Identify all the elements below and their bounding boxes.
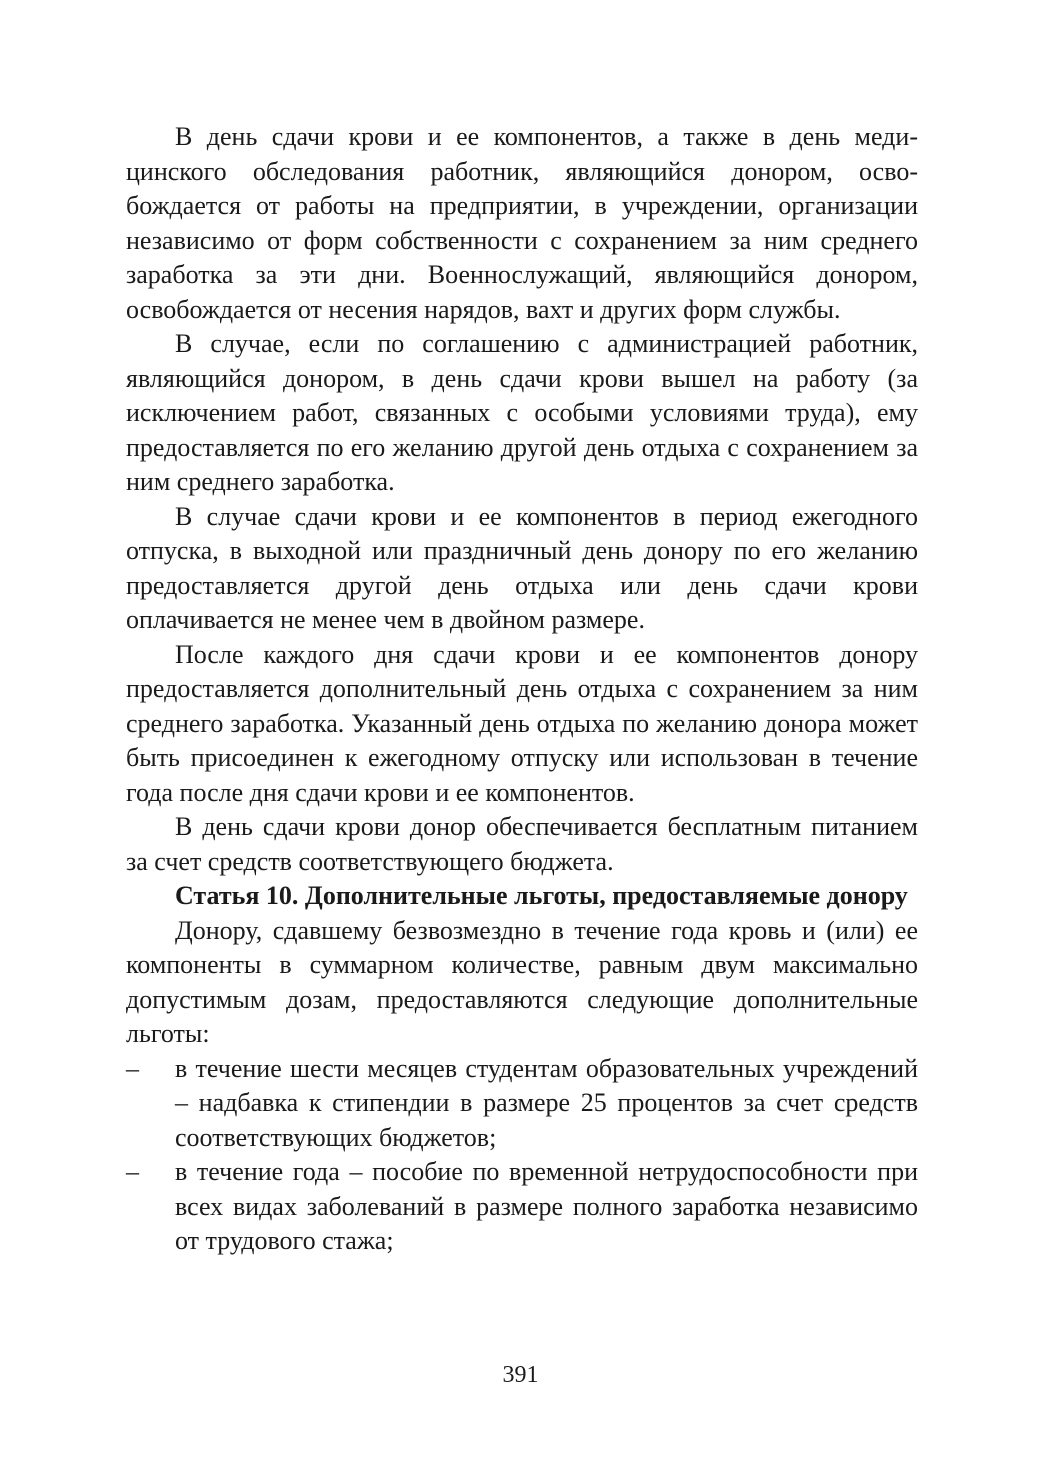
list-item bbox=[126, 1155, 918, 1259]
list-dash: – bbox=[126, 1053, 139, 1083]
list-item-text: в течение года – пособие по временной нетрудоспособности при всех видах заболеваний в размере полного заработка независимо от трудового стажа; bbox=[175, 1157, 918, 1255]
article-heading: Статья 10. Дополнительные льготы, предоставляемые донору bbox=[175, 881, 908, 910]
list-dash: – bbox=[126, 1157, 139, 1186]
page-number: 391 bbox=[502, 1362, 539, 1388]
paragraph-donation-day-leave: В день сдачи крови и ее компонентов, а также в день медицинского обследования работник, являющийся донором, освобождается от работы на предприятии, в учреждении, организации независимо от форм собственности с сохранением за ним среднего заработка за эти дни. Военнослужащий, являющийся донором, освобождается от несения нарядов, вахт и других форм службы. bbox=[126, 122, 918, 324]
paragraph-free-meal: В день сдачи крови донор обеспечивается бесплатным питанием за счет средств соответствующего бюджета. bbox=[126, 812, 918, 876]
paragraph-vacation-donation: В случае сдачи крови и ее компонентов в период ежегодного отпуска, в выходной или праздничный день донору по его желанию предоставляется другой день отдыха или день сдачи крови оплачивается не менее чем в двойном размере. bbox=[126, 501, 918, 634]
list-item bbox=[126, 1052, 918, 1156]
article-intro: Донору, сдавшему безвозмездно в течение года кровь и (или) ее компоненты в суммарном количестве, равным двум максимально допустимым дозам, предоставляются следующие дополнительные льготы: bbox=[126, 915, 918, 1048]
list-item-text: в течение шести месяцев студентам образовательных учреждений – надбавка к стипендии в размере 25 процентов за счет средств соответствующих бюджетов; bbox=[175, 1053, 918, 1152]
page-body bbox=[126, 120, 918, 1259]
paragraph-extra-rest-day: После каждого дня сдачи крови и ее компонентов донору предоставляется дополнительный день отдыха с сохранением за ним среднего заработка. Указанный день отдыха по желанию донора может быть присоединен к ежегодному отпуску или использован в течение года после дня сдачи крови и ее компонентов. bbox=[126, 639, 918, 807]
paragraph-working-donor: В случае, если по соглашению с администрацией работник, являющийся донором, в день сдачи крови вышел на работу (за исключением работ, связанных с особыми условиями труда), ему предоставляется по его желанию другой день отдыха с сохранением за ним среднего заработка. bbox=[126, 329, 918, 496]
benefits-list bbox=[126, 1052, 918, 1259]
